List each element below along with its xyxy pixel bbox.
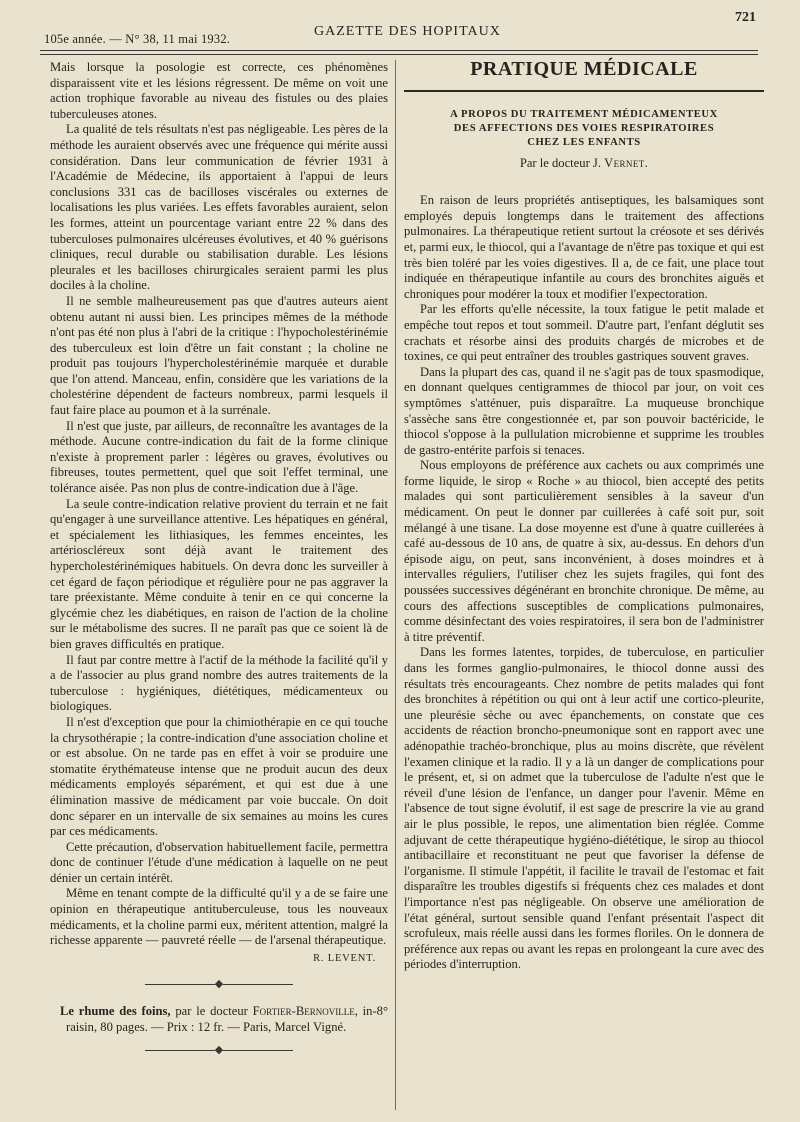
book-author: Fortier-Bernoville, (252, 1004, 358, 1019)
byline (404, 156, 764, 172)
article-title-line: DES AFFECTIONS DES VOIES RESPIRATOIRES (453, 122, 715, 134)
paragraph: Par les efforts qu'elle nécessite, la toux fatigue le petit malade et empêche tout repos et tout sommeil. D'autre part, l'enfant déglutit ses crachats et résorbe ainsi des produits chargés de microbes et de toxines, ce qui peut entraîner des troubles gastriques souvent graves. (404, 302, 764, 364)
paragraph: Il faut par contre mettre à l'actif de la méthode la facilité qu'il y a de l'associer au plus grand nombre des autres traitements de la tuberculose : hygiéniques, diététiques, médicamenteux ou biologiques. (50, 652, 388, 714)
section-title: PRATIQUE MÉDICALE (470, 58, 698, 80)
paragraph: Il ne semble malheureusement pas que d'autres auteurs aient obtenu autant ni aussi bien. Les principes mêmes de la méthode n'ont pas été non plus à l'abri de la critique : l'hypocholestérinémie des tuberculeux est loin d'être un fait constant ; la choline ne produit pas toujours l'hypercholestérinémie marquée et durable que l'on attend. Manceau, enfin, considère que les variations de la cholestérine dépendent de facteurs nombreux, parmi lesquels il faut faire place au poumon et à la surrénale. (50, 293, 388, 418)
paragraph: Il n'est d'exception que pour la chimiothérapie en ce qui touche la chrysothérapie ; la contre-indication d'une association choline et or est absolue. On ne tarde pas en effet à voir se produire une stomatite érythémateuse intense que ne produit aucun des deux médicaments employés séparément, et qui est due à une élimination massive de médicament par voie buccale. On doit donc séparer en un intervalle de six semaines au moins les cures par ces médicaments. (50, 714, 388, 839)
byline-author: Vernet. (604, 155, 649, 170)
section-rule (404, 90, 764, 92)
paragraph: Cette précaution, d'observation habituellement facile, permettra donc de continuer l'étude d'une médication à laquelle on ne peut dénier un certain intérêt. (50, 839, 388, 885)
page-header (44, 10, 756, 44)
column-divider (395, 60, 396, 1110)
paragraph: Même en tenant compte de la difficulté qu'il y a de se faire une opinion en thérapeutique antituberculeuse, tous les nouveaux médicaments, et la choline parmi eux, méritent attention, malgré la richesse apparente — pauvreté réelle — de l'arsenal thérapeutique. (50, 886, 388, 948)
paragraph: La qualité de tels résultats n'est pas négligeable. Les pères de la méthode les auraient observés avec une fréquence qui mérite aussi considération. Dans leur communication de février 1931 à l'Académie de Médecine, ils apportaient à l'appui de leurs conclusions 331 cas de bacilloses viscérales ou externes de localisations les plus variées. Les effets favorables auraient, selon les formes, atteint un pourcentage variant entre 22 % dans des tuberculoses pulmonaires ulcéreuses évolutives, et 40 % guérisons cliniques, recul durable ou stabilisation durable. Les lésions pleurales et les bacilloses chirurgicales seraient parmi les plus dociles à la choline. (50, 122, 388, 293)
ornament-divider: ◆ (50, 1044, 388, 1056)
paragraph: En raison de leurs propriétés antiseptiques, les balsamiques sont employés depuis longtemps dans le traitement des affections pulmonaires. La thérapeutique retient surtout la créosote et ses dérivés et, parmi eux, le thiocol, qui a l'avantage de n'être pas toxique et qui est très bien toléré par les voies digestives. Il a, de ce fait, une place tout indiquée en thérapeutique infantile au cours des bronchites aiguës et chroniques pour modérer la toux et modifier l'expectoration. (404, 193, 764, 301)
book-details: in-8° raisin, 80 pages. — Prix : 12 fr. — Paris, Marcel Vigné. (66, 1004, 388, 1035)
paragraph: Nous employons de préférence aux cachets ou aux comprimés une forme liquide, le sirop « Roche » au thiocol, bien accepté des petits malades qui sont particulièrement sensibles à la saveur d'un médicament. On peut le donner par cuillerées à café soit pur, soit mélangé à une tisane. La dose moyenne est d'une à quatre cuillerées à café au-dessous de 10 ans, de quatre à six, au-dessus. En dehors d'un épisode aigu, on peut, sans inconvénient, à doses moindres et à intervalles réguliers, l'utiliser chez les sujets fragiles, qui font des poussées successives dégénérant en bronchite chronique. De même, au cours des affections susceptibles de complications pulmonaires, comme désinfectant des voies respiratoires, il sera bon de l'administrer à titre préventif. (404, 458, 764, 644)
book-note (50, 1004, 388, 1035)
byline-prefix: Par le docteur J. (519, 155, 605, 170)
issue-info: 105e année. — N° 38, 11 mai 1932. (44, 32, 231, 46)
journal-title: GAZETTE DES HOPITAUX (314, 24, 501, 39)
header-rule (40, 50, 758, 55)
page-number: 721 (735, 10, 756, 25)
paragraph: Dans la plupart des cas, quand il ne s'agit pas de toux spasmodique, en donnant quelques centigrammes de thiocol par jour, on voit ces symptômes s'atténuer, puis disparaître. La muqueuse bronchique s'assèche sans être congestionnée et, par son pouvoir bactéricide, le thiocol s'oppose à la pullulation microbienne et supprime les troubles de gastro-entérite parfois si tenaces. (404, 364, 764, 457)
left-column (50, 60, 388, 1070)
paragraph: La seule contre-indication relative provient du terrain et ne fait qu'engager à une surveillance attentive. Les hépatiques en général, et spécialement les lithiasiques, les femmes enceintes, les artérioscléreux sont déjà avant le traitement des hypercholestérinémiques habituels. On devra donc les surveiller à cet égard de façon périodique et régulière pour ne pas aggraver la tare préexistante. Même conduite à tenir en ce qui concerne la glycémie chez les diabétiques, en raison de l'action de la choline sur le métabolisme des sucres. Il ne paraît pas que ce soient là de bien graves difficultés en pratique. (50, 496, 388, 651)
paragraph: Il n'est que juste, par ailleurs, de reconnaître les avantages de la méthode. Aucune contre-indication du fait de la forme clinique n'existe à proprement parler : légères ou graves, évolutives ou fibreuses, toutes permettent, quel que soit l'effet terminal, une tolérance aisée. Pas non plus de contre-indication due à l'âge. (50, 418, 388, 496)
article-title-line: A PROPOS DU TRAITEMENT MÉDICAMENTEUX (450, 108, 718, 120)
paragraph: Dans les formes latentes, torpides, de tuberculose, en particulier dans les formes ganglio-pulmonaires, le thiocol donne aussi des résultats très encourageants. Chez nombre de petits malades qui font des bronchites à répétition ou qui ont à leur actif une cortico-pleurite, une pleurésie sèche ou avec épanchements, on constate que ces accidents de réaction broncho-pneumonique sont en rapport avec une adénopathie trachéo-bronchique, plus au moins discrète, que révèlent l'examen clinique et la radio. Il y a là un danger de complications pour le présent, et, si on admet que la tuberculose de l'adulte n'est que le réveil d'une lésion de l'enfance, un danger pour l'avenir. Même en l'absence de tout signe évolutif, il est sage de prescrire la vie au grand air le plus possible, le repos, une alimentation bien réglée. Comme adjuvant de cette thérapeutique hygiéno-diététique, le sirop au thiocol antibacillaire et reconstituant ne peut que favoriser la défense de l'organisme. Il stimule l'appétit, il facilite le travail de l'estomac et fait disparaître les troubles digestifs si fréquents chez ces malades et dont l'importance n'est pas négligeable. On observe une amélioration de l'état général, surtout sensible quand l'enfant présentait l'aspect dit scrofuleux, mais réelle aussi dans les formes floriles. On le donnera de préférence aux repas ou avant les repas en prolongeant la cure avec des périodes d'interruption. (404, 645, 764, 972)
ornament-divider: ◆ (50, 978, 388, 990)
book-note-text: par le docteur (170, 1004, 253, 1019)
right-column (404, 60, 764, 973)
article-title (404, 108, 764, 150)
article-title-line: CHEZ LES ENFANTS (527, 136, 641, 148)
book-title: Le rhume des foins, (60, 1004, 171, 1019)
author-signature: R. LEVENT. (313, 952, 376, 964)
paragraph: Mais lorsque la posologie est correcte, ces phénomènes disparaissent vite et les lésions régressent. De même on voit une action trophique favorable au niveau des fistules ou des plaies tuberculeuses atones. (50, 60, 388, 121)
